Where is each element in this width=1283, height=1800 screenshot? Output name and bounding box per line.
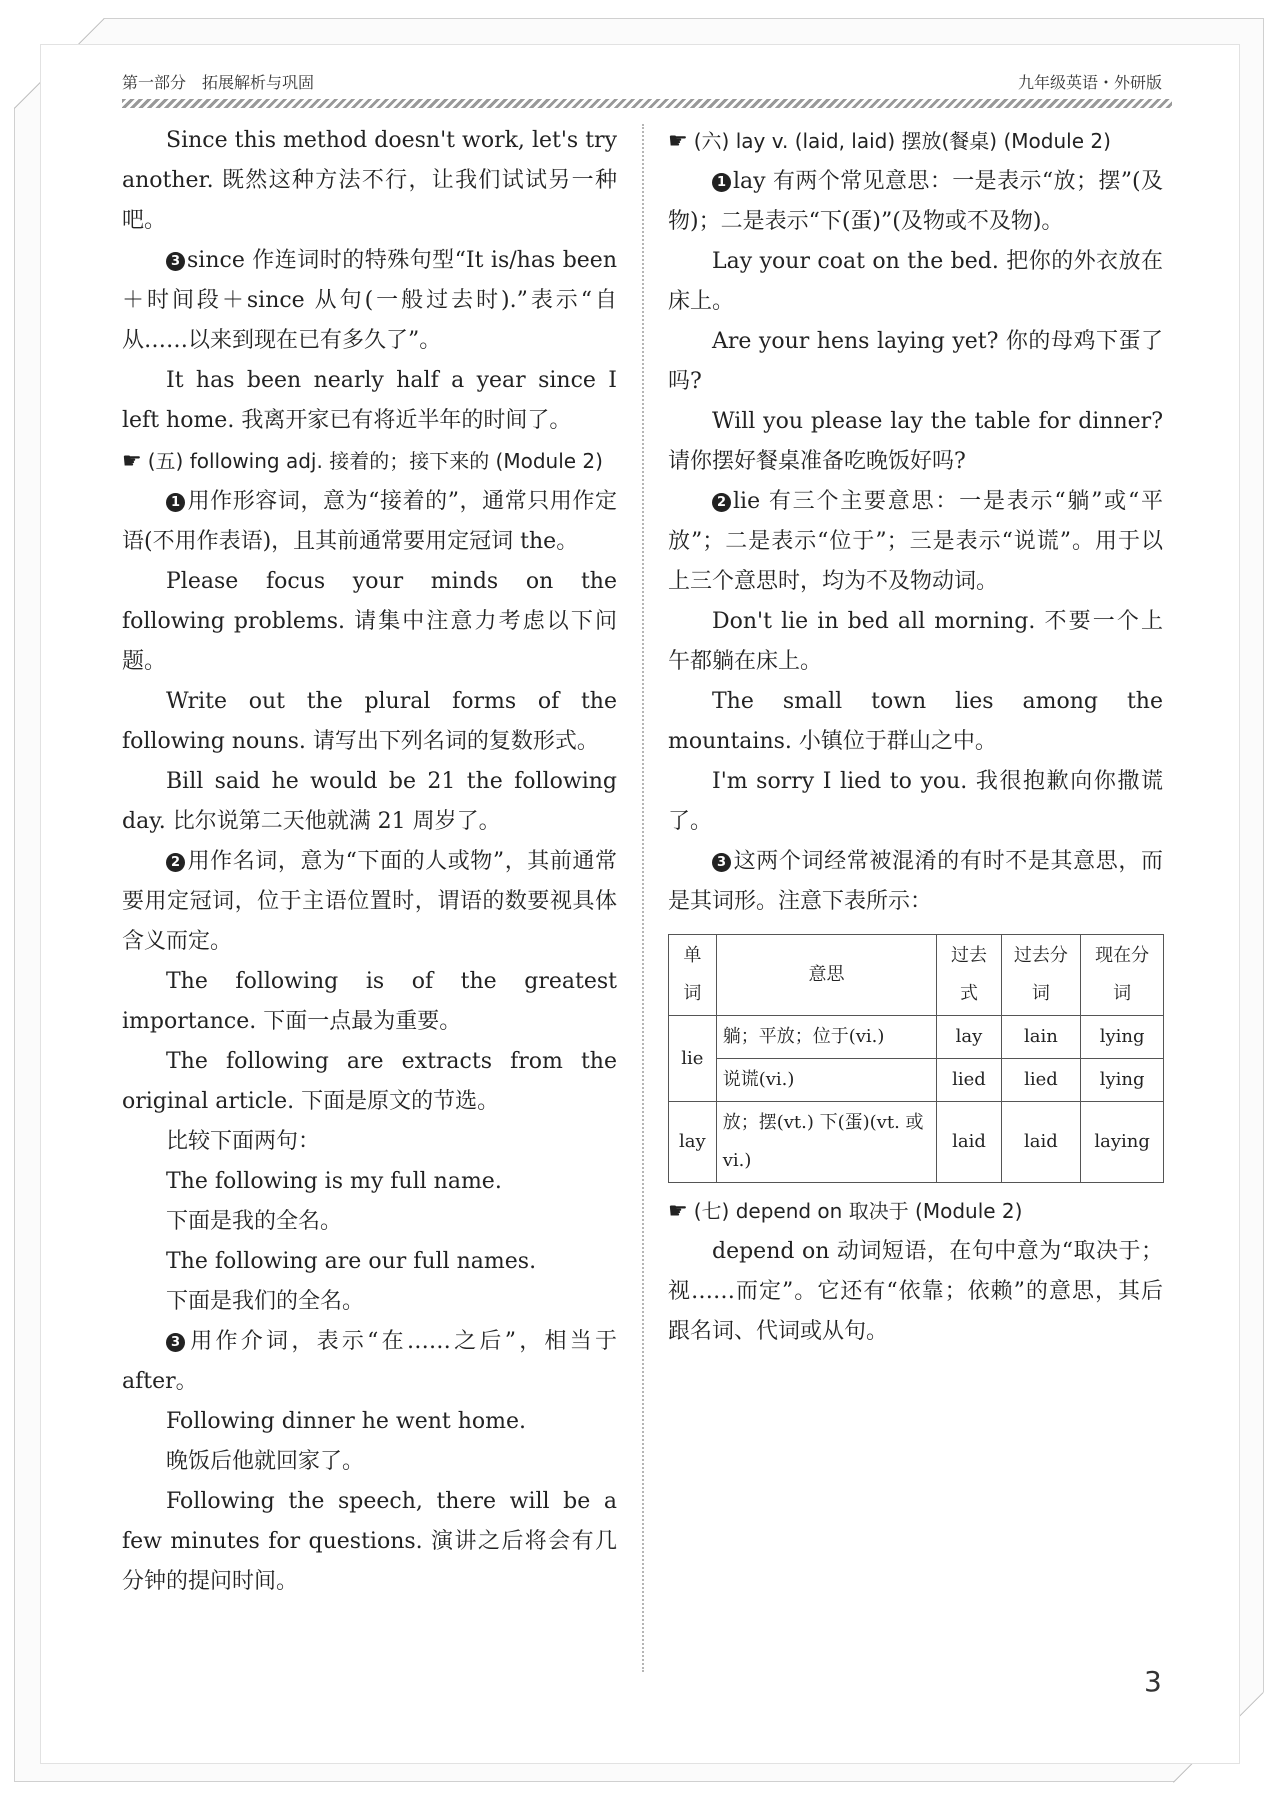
header-hatch-rule (122, 99, 1172, 108)
number-badge: 2 (712, 493, 731, 512)
table-header-cell: 单词 (669, 935, 717, 1016)
numbered-point: 3 这两个词经常被混淆的有时不是其意思，而是其词形。注意下表所示： (668, 849, 1163, 914)
example-sentence: It has been nearly half a year since I left home. 我离开家已有将近半年的时间了。 (122, 368, 617, 433)
example-sentence: The following is of the greatest importance. 下面一点最为重要。 (122, 969, 617, 1034)
left-column (122, 121, 617, 1602)
header-book-title: 九年级英语・外研版 (1017, 73, 1162, 92)
example-sentence: The following are extracts from the original article. 下面是原文的节选。 (122, 1049, 617, 1114)
pointing-hand-icon: ☛ (122, 449, 142, 474)
table-row (669, 1059, 1164, 1102)
example-sentence: Are your hens laying yet? 你的母鸡下蛋了吗? (668, 329, 1163, 394)
table-header-cell: 过去式 (937, 935, 1001, 1016)
section-heading-5: ☛ (五) following adj. 接着的；接下来的 (Module 2) (122, 449, 603, 474)
example-sentence: The following is my full name. (166, 1169, 502, 1194)
numbered-point: 2 lie 有三个主要意思：一是表示“躺”或“平放”；二是表示“位于”；三是表示“说谎”。用于以上三个意思时，均为不及物动词。 (668, 489, 1163, 594)
example-sentence: Bill said he would be 21 the following day. 比尔说第二天他就满 21 周岁了。 (122, 769, 617, 834)
example-sentence: Don't lie in bed all morning. 不要一个上午都躺在床上。 (668, 609, 1163, 674)
table-cell: lied (1001, 1059, 1081, 1102)
pointing-hand-icon: ☛ (668, 1199, 688, 1224)
running-header (122, 70, 1162, 92)
table-cell: laid (1001, 1102, 1081, 1183)
table-header-cell: 意思 (716, 935, 937, 1016)
table-cell-meaning: 躺；平放；位于(vi.) (716, 1016, 937, 1059)
column-divider (642, 124, 644, 1672)
number-badge: 3 (712, 853, 731, 872)
number-badge: 3 (166, 1333, 185, 1352)
example-translation: 下面是我们的全名。 (166, 1289, 365, 1314)
table-cell-word: lay (669, 1102, 717, 1183)
section-heading-6: ☛ (六) lay v. (laid, laid) 摆放(餐桌) (Module 2) (668, 129, 1111, 154)
table-row (669, 1102, 1164, 1183)
header-section-title: 第一部分 拓展解析与巩固 (122, 73, 315, 92)
table-cell: lied (937, 1059, 1001, 1102)
table-cell: laid (937, 1102, 1001, 1183)
word-forms-table (668, 934, 1164, 1183)
table-header-cell: 现在分词 (1081, 935, 1164, 1016)
example-sentence: Following the speech, there will be a few minutes for questions. 演讲之后将会有几分钟的提问时间。 (122, 1489, 617, 1594)
example-sentence: Please focus your minds on the following problems. 请集中注意力考虑以下问题。 (122, 569, 617, 674)
table-cell-word: lie (669, 1016, 717, 1102)
table-header-cell: 过去分词 (1001, 935, 1081, 1016)
table-cell-meaning: 放；摆(vt.) 下(蛋)(vt. 或 vi.) (716, 1102, 937, 1183)
example-sentence: Write out the plural forms of the following nouns. 请写出下列名词的复数形式。 (122, 689, 617, 754)
right-column (668, 121, 1163, 1352)
table-row (669, 1016, 1164, 1059)
numbered-point: 1 用作形容词，意为“接着的”，通常只用作定语(不用作表语)，且其前通常要用定冠词 the。 (122, 489, 617, 554)
number-badge: 1 (712, 173, 731, 192)
number-badge: 2 (166, 853, 185, 872)
numbered-point: 3 since 作连词时的特殊句型“It is/has been＋时间段＋since 从句(一般过去时).”表示“自从……以来到现在已有多久了”。 (122, 248, 617, 353)
paragraph: depend on 动词短语，在句中意为“取决于；视……而定”。它还有“依靠；依赖”的意思，其后跟名词、代词或从句。 (668, 1239, 1163, 1344)
pointing-hand-icon: ☛ (668, 129, 688, 154)
example-translation: 晚饭后他就回家了。 (166, 1449, 365, 1474)
numbered-point: 2 用作名词，意为“下面的人或物”，其前通常要用定冠词，位于主语位置时，谓语的数要视具体含义而定。 (122, 849, 617, 954)
example-sentence: The following are our full names. (166, 1249, 537, 1274)
number-badge: 1 (166, 493, 185, 512)
table-cell: lay (937, 1016, 1001, 1059)
table-cell: lying (1081, 1059, 1164, 1102)
table-cell: lain (1001, 1016, 1081, 1059)
numbered-point: 3 用作介词，表示“在……之后”，相当于 after。 (122, 1329, 617, 1394)
example-sentence: I'm sorry I lied to you. 我很抱歉向你撒谎了。 (668, 769, 1163, 834)
table-header-row (669, 935, 1164, 1016)
numbered-point: 1 lay 有两个常见意思：一是表示“放；摆”(及物)；二是表示“下(蛋)”(及物或不及物)。 (668, 169, 1163, 234)
page-number: 3 (1144, 1665, 1162, 1698)
paragraph: Since this method doesn't work, let's try another. 既然这种方法不行，让我们试试另一种吧。 (122, 128, 617, 233)
section-heading-7: ☛ (七) depend on 取决于 (Module 2) (668, 1199, 1023, 1224)
table-cell: lying (1081, 1016, 1164, 1059)
table-cell: laying (1081, 1102, 1164, 1183)
example-sentence: Following dinner he went home. (166, 1409, 527, 1434)
number-badge: 3 (166, 252, 185, 271)
example-translation: 下面是我的全名。 (166, 1209, 343, 1234)
example-sentence: The small town lies among the mountains. 小镇位于群山之中。 (668, 689, 1163, 754)
example-sentence: Will you please lay the table for dinner? 请你摆好餐桌准备吃晚饭好吗? (668, 409, 1163, 474)
table-cell-meaning: 说谎(vi.) (716, 1059, 937, 1102)
example-sentence: Lay your coat on the bed. 把你的外衣放在床上。 (668, 249, 1163, 314)
compare-note: 比较下面两句： (166, 1129, 321, 1154)
